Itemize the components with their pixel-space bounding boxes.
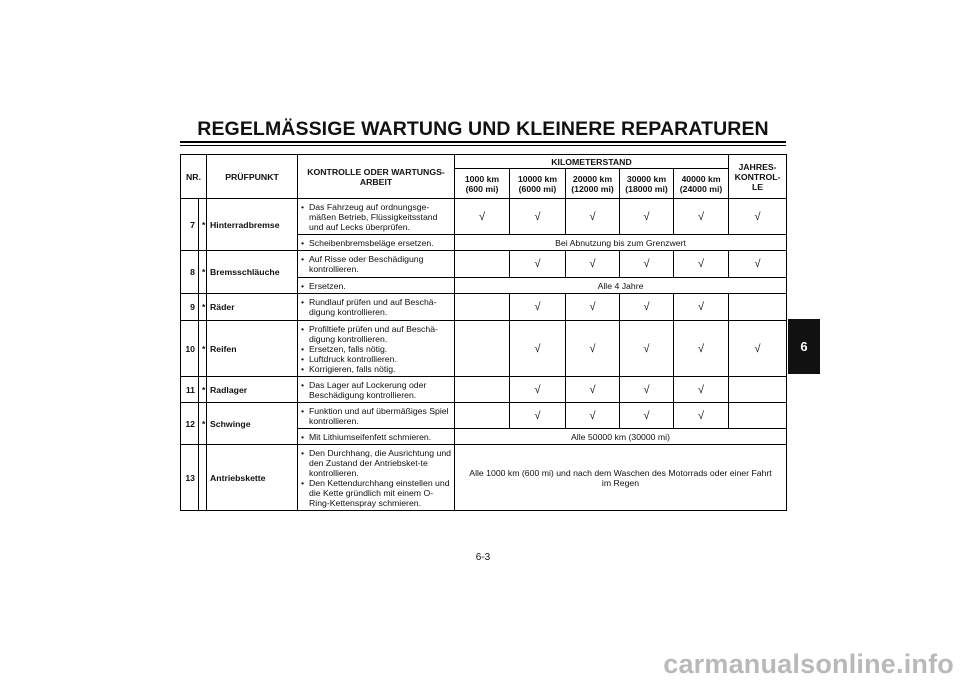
row-item: Bremsschläuche xyxy=(207,251,298,294)
table-row xyxy=(181,294,787,321)
header-item: PRÜFPUNKT xyxy=(207,155,298,199)
row-item: Antriebskette xyxy=(207,445,298,511)
check-cell: √ xyxy=(566,377,620,403)
check-cell: √ xyxy=(510,251,566,278)
row-action xyxy=(298,294,455,321)
action-bullet: • Mit Lithiumseifenfett schmieren. xyxy=(301,432,451,442)
action-bullet: • Rundlauf prüfen und auf Beschä-digung kontrollieren. xyxy=(301,297,451,317)
header-mi: (12000 mi) xyxy=(571,183,614,194)
title-rule-thin xyxy=(180,145,786,146)
header-km-col xyxy=(510,169,566,199)
header-km: 30000 km xyxy=(626,173,667,184)
row-action xyxy=(298,235,455,251)
header-mi: (600 mi) xyxy=(465,183,499,194)
row-star xyxy=(199,445,207,511)
check-cell xyxy=(729,294,787,321)
row-action xyxy=(298,377,455,403)
row-action xyxy=(298,251,455,278)
row-star: * xyxy=(199,321,207,377)
check-cell: √ xyxy=(620,321,674,377)
page-number: 6-3 xyxy=(475,552,491,563)
check-cell xyxy=(455,294,510,321)
row-number: 11 xyxy=(181,377,199,403)
check-cell xyxy=(455,251,510,278)
check-cell: √ xyxy=(729,321,787,377)
header-km-col xyxy=(566,169,620,199)
check-cell: √ xyxy=(620,403,674,429)
header-km: 20000 km xyxy=(572,173,613,184)
action-bullet: • Profiltiefe prüfen und auf Beschä-digung kontrollieren. xyxy=(301,324,451,344)
row-action xyxy=(298,403,455,429)
action-bullet: • Funktion und auf übermäßiges Spiel kontrollieren. xyxy=(301,406,451,426)
row-number: 10 xyxy=(181,321,199,377)
table-row xyxy=(181,321,787,377)
check-cell xyxy=(455,321,510,377)
check-cell: √ xyxy=(510,294,566,321)
row-star: * xyxy=(199,403,207,445)
check-cell: √ xyxy=(566,294,620,321)
check-cell: √ xyxy=(729,199,787,235)
action-bullet: • Auf Risse oder Beschädigung kontrollieren. xyxy=(301,254,451,274)
header-mi: (18000 mi) xyxy=(625,183,668,194)
title-rule xyxy=(180,141,786,143)
check-cell xyxy=(729,403,787,429)
header-annual: JAHRES-KONTROL-LE xyxy=(729,155,787,199)
row-number: 8 xyxy=(181,251,199,294)
interval-span: Bei Abnutzung bis zum Grenzwert xyxy=(455,235,787,251)
interval-span: Alle 50000 km (30000 mi) xyxy=(455,429,787,445)
check-cell: √ xyxy=(674,377,729,403)
table-row xyxy=(181,251,787,278)
row-number: 12 xyxy=(181,403,199,445)
action-bullet: • Ersetzen, falls nötig. xyxy=(301,344,451,354)
check-cell: √ xyxy=(674,321,729,377)
check-cell: √ xyxy=(455,199,510,235)
row-item: Hinterradbremse xyxy=(207,199,298,251)
chapter-tab: 6 xyxy=(788,319,820,374)
row-action xyxy=(298,278,455,294)
action-bullet: • Das Fahrzeug auf ordnungsge-mäßen Betrieb, Flüssigkeitsstand und auf Lecks überprüfen. xyxy=(301,202,451,232)
header-km: 1000 km xyxy=(464,173,500,184)
table-row xyxy=(181,445,787,511)
check-cell xyxy=(455,377,510,403)
check-cell: √ xyxy=(510,377,566,403)
page-title: REGELMÄSSIGE WARTUNG UND KLEINERE REPARATUREN xyxy=(197,118,769,140)
header-mi: (6000 mi) xyxy=(518,183,557,194)
check-cell: √ xyxy=(510,403,566,429)
row-star: * xyxy=(199,377,207,403)
check-cell: √ xyxy=(566,321,620,377)
check-cell: √ xyxy=(510,321,566,377)
check-cell: √ xyxy=(566,403,620,429)
row-item: Schwinge xyxy=(207,403,298,445)
table-row xyxy=(181,377,787,403)
action-bullet: • Luftdruck kontrollieren. xyxy=(301,354,451,364)
row-action xyxy=(298,445,455,511)
check-cell: √ xyxy=(510,199,566,235)
maintenance-table xyxy=(180,154,787,511)
row-item: Radlager xyxy=(207,377,298,403)
table-row xyxy=(181,199,787,235)
check-cell: √ xyxy=(674,199,729,235)
row-action xyxy=(298,199,455,235)
row-star: * xyxy=(199,294,207,321)
check-cell: √ xyxy=(620,199,674,235)
check-cell xyxy=(729,377,787,403)
header-km-col xyxy=(674,169,729,199)
check-cell: √ xyxy=(674,403,729,429)
row-item: Reifen xyxy=(207,321,298,377)
interval-span: Alle 4 Jahre xyxy=(455,278,787,294)
row-number: 13 xyxy=(181,445,199,511)
row-number: 9 xyxy=(181,294,199,321)
action-bullet: • Den Durchhang, die Ausrichtung und den Zustand der Antriebsket-te kontrollieren. xyxy=(301,448,451,478)
action-bullet: • Das Lager auf Lockerung oder Beschädigung kontrollieren. xyxy=(301,380,451,400)
header-action: KONTROLLE ODER WARTUNGS-ARBEIT xyxy=(298,155,455,199)
header-km-group: KILOMETERSTAND xyxy=(455,155,729,169)
check-cell: √ xyxy=(674,294,729,321)
table-row xyxy=(181,403,787,429)
row-star: * xyxy=(199,199,207,251)
check-cell: √ xyxy=(620,294,674,321)
check-cell: √ xyxy=(729,251,787,278)
interval-span: Alle 1000 km (600 mi) und nach dem Waschen des Motorrads oder einer Fahrt im Regen xyxy=(455,445,787,511)
header-km: 40000 km xyxy=(681,173,721,184)
row-action xyxy=(298,429,455,445)
header-km-col xyxy=(455,169,510,199)
action-bullet: • Den Kettendurchhang einstellen und die Kette gründlich mit einem O-Ring-Kettenspray schmieren. xyxy=(301,478,451,508)
header-km-col xyxy=(620,169,674,199)
check-cell: √ xyxy=(674,251,729,278)
check-cell xyxy=(455,403,510,429)
watermark: carmanualsonline.info xyxy=(663,649,954,679)
row-star: * xyxy=(199,251,207,294)
action-bullet: • Scheibenbremsbeläge ersetzen. xyxy=(301,238,451,248)
row-item: Räder xyxy=(207,294,298,321)
row-action xyxy=(298,321,455,377)
action-bullet: • Ersetzen. xyxy=(301,281,451,291)
check-cell: √ xyxy=(620,377,674,403)
header-km: 10000 km xyxy=(517,173,558,184)
check-cell: √ xyxy=(620,251,674,278)
header-nr: NR. xyxy=(181,155,207,199)
header-mi: (24000 mi) xyxy=(679,183,723,194)
check-cell: √ xyxy=(566,199,620,235)
check-cell: √ xyxy=(566,251,620,278)
row-number: 7 xyxy=(181,199,199,251)
action-bullet: • Korrigieren, falls nötig. xyxy=(301,364,451,374)
